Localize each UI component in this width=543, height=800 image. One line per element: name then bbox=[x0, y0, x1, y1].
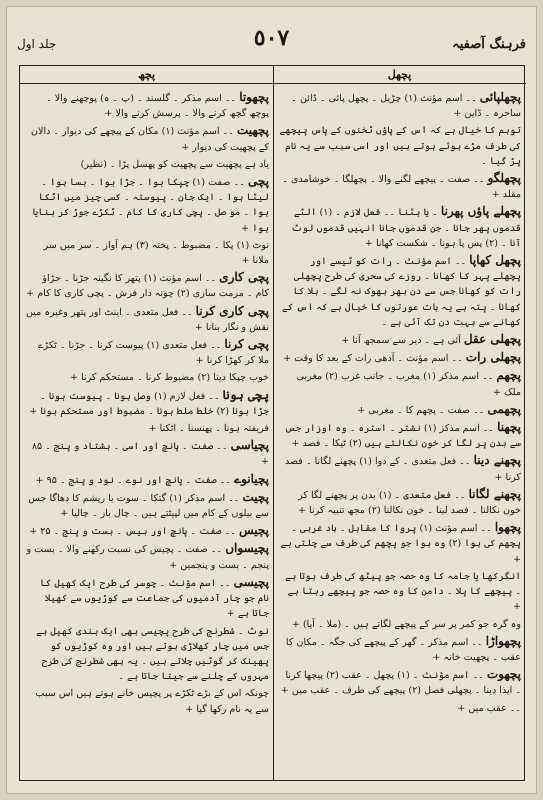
definition-text: ۔۔ اسم مذکر (۱) مغرب ۔ جانب غرب (۲) مغربی ملک + bbox=[296, 371, 521, 398]
headword: پچھیت bbox=[236, 123, 269, 138]
headword: پچھمی bbox=[487, 401, 521, 416]
column-divider bbox=[273, 66, 274, 780]
dictionary-entry bbox=[26, 157, 269, 172]
dictionary-entry bbox=[26, 686, 269, 716]
definition-text: ۔۔ اسم مؤنث ۔ چوسر کی طرح ایک کھیل کا نام جو چار آدمیوں کی جماعت سے کوڑیوں سے کھیلا جاتا ہے + bbox=[40, 577, 269, 620]
headword: پچیاسی bbox=[230, 438, 269, 453]
dictionary-entry bbox=[26, 304, 269, 335]
headword: پچیسی bbox=[233, 574, 269, 589]
definition-text: نوٹ ۔ شطرنج کی طرح پچیسی بھی ایک ہندی کھیل ہے جس میں چار کھلاڑی ہوتے ہیں اور وہ کوڑیوں کو پھینک کر گوٹیں چلاتے ہیں ۔ یہ بھی شطرنج کی طرح مہروں کے چلنے سے جیتا جاتا ہے ۔ bbox=[36, 625, 269, 683]
dictionary-entry bbox=[26, 123, 269, 154]
definition-text: یاد ہے پچھیت سے پچھیت کو پھسل پڑا ۔ (نظیر) bbox=[80, 158, 269, 170]
book-title: فرہنگ آصفیہ bbox=[452, 37, 526, 52]
headword: پچیس bbox=[238, 523, 269, 538]
left-column-heading: پچھ bbox=[20, 66, 273, 84]
headword: پچھلگو bbox=[487, 171, 521, 186]
definition-text: ۔۔ اسم مؤنث ۔ رات کو ٹیسے اور پچھلے پہر کا کھانا ۔ روزے کی سحری کی طرح پچھلی رات کو کھانا جس سے دن بھر بھوک نہ لگے ۔ بلا کا کھانا ۔ پتہ ہے یہ بات عورتوں کا خیال ہے کہ اس کے کھانے سے بہت دن تک آئی ہے ۔ bbox=[282, 256, 521, 328]
dictionary-entry bbox=[279, 667, 521, 698]
right-column bbox=[279, 90, 521, 774]
headword: پچھلے پاؤں پھرنا bbox=[440, 204, 521, 219]
headword: پچی کاری کرنا bbox=[195, 303, 269, 318]
headword: پچھلپائی bbox=[479, 90, 521, 104]
definition-text: ۔۔ فعل متعدی ۔ اینٹ اور پتھر وغیرہ میں نقش و نگار بنانا + bbox=[26, 306, 269, 333]
definition-text: ۔۔ فعل متعدی ۔ کے دوا (۱) پچھنے لگانا ۔ فصد کرنا + bbox=[284, 456, 521, 483]
headword: پچیت bbox=[242, 489, 269, 504]
headword: پچھنے دینا bbox=[473, 453, 521, 468]
dictionary-entry bbox=[279, 569, 521, 615]
dictionary-entry bbox=[279, 520, 521, 567]
headword: پچھلی عقل bbox=[463, 332, 521, 347]
definition-text: ۔۔ صفت ۔ پچیس کی نسبت رکھنے والا ۔ بست و پنجم ۔ بست و پنجمین + bbox=[26, 544, 269, 571]
headword: پچھل کھاپا bbox=[469, 253, 521, 268]
definition-text: ۔۔ صفت ۔ پیچھے لگنے والا ۔ پچھلگا ۔ خوشامدی ۔ مقلد + bbox=[282, 174, 521, 201]
dictionary-entry bbox=[279, 171, 521, 202]
dictionary-entry bbox=[279, 90, 521, 121]
definition-text: چونکہ اس کے بڑے ٹکڑے پر پچیس خانے ہوتے ہیں اس سبب سے یہ نام رکھا گیا + bbox=[35, 688, 269, 715]
headword: پچھواڑا bbox=[485, 633, 521, 648]
page-number: ٥٠٧ bbox=[253, 25, 290, 51]
headword: پچیسواں bbox=[225, 541, 269, 556]
left-column bbox=[26, 90, 269, 774]
dictionary-entry bbox=[26, 472, 269, 488]
definition-text: فریفتہ ہونا ۔ پھنسنا ۔ اٹکنا + bbox=[148, 423, 269, 435]
headword: پچھلی رات bbox=[465, 350, 521, 365]
dictionary-entry bbox=[279, 368, 521, 399]
dictionary-entry bbox=[279, 123, 521, 169]
headword: پچی bbox=[247, 174, 269, 189]
dictionary-entry bbox=[26, 438, 269, 469]
dictionary-entry bbox=[26, 270, 269, 301]
dictionary-entry bbox=[26, 238, 269, 268]
definition-text: ۔۔ صفت ۔ پانچ اور اسی ۔ ہشتاد و پنج ۔ ۸۵ + bbox=[31, 441, 269, 468]
dictionary-entry bbox=[26, 575, 269, 622]
definition-text: ۔۔ صفت ۔ پانچ اور بیس ۔ بست و پنج ۔ ۲۵ + bbox=[29, 526, 236, 538]
dictionary-entry bbox=[279, 420, 521, 451]
definition-text: ۔۔ اسم مؤنث (۱) چڑیل ۔ پچھل پائی ۔ ڈائن ۔ ساحرہ ۔ ڈاین + bbox=[291, 93, 521, 120]
dictionary-entry bbox=[279, 634, 521, 665]
definition-text: ۔۔ فعل لازم (۱) وصل ہونا ۔ پیوست ہونا ۔ جڑا ہونا (۲) خلط ملط ہونا ۔ مضبوط اور مستحکم ہونا + bbox=[29, 390, 269, 417]
right-column-heading: پچھل bbox=[273, 66, 526, 84]
definition-text: توہم کا خیال ہے کہ اس کے پاؤں ٹخنوں کے پاس پیچھے کی طرف مڑے ہوئے ہوتے ہیں اور اسی سبب سے یہ نام پڑ گیا ۔ bbox=[279, 125, 521, 167]
dictionary-entry bbox=[279, 402, 521, 418]
dictionary-entry bbox=[279, 204, 521, 251]
headword: پچھوت bbox=[486, 667, 521, 682]
dictionary-entry bbox=[279, 453, 521, 484]
definition-text: ۔۔ اسم مؤنث (۱) پتھر کا نگینہ جڑنا ۔ جڑاؤ کام ۔ مرمت سازی (۲) چونہ دار فرش ۔ پچی کاری کا کام + bbox=[26, 273, 269, 300]
definition-text: نوٹ (۱) پکا ۔ مضبوط ۔ پختہ (۳) ہم آواز ۔ سر میں سر ملانا + bbox=[43, 239, 269, 267]
dictionary-entry bbox=[279, 487, 521, 518]
dictionary-entry bbox=[26, 90, 269, 121]
definition-text: ۔۔ اسم مذکر (۱) گتکا ۔ سوت یا ریشم کا دھاگا جس سے بیلوں کے کام میں لپیٹتے ہیں ۔ چال باز ۔ چالیا + bbox=[28, 492, 269, 520]
dictionary-entry bbox=[26, 541, 269, 572]
definition-text: ۔۔ صفت ۔ پچھم کا ۔ مغربی + bbox=[357, 404, 485, 416]
headword: پچھوا bbox=[494, 520, 521, 535]
dictionary-entry bbox=[26, 523, 269, 539]
definition-text: ۔۔ فعل متعدی ۔ (۱) بدن پر پچھنے لگا کر خون نکالنا ۔ فصد لینا ۔ خون نکالنا (۲) مجھ تنبیہ کرنا + bbox=[297, 489, 521, 517]
headword: پچھم bbox=[496, 368, 521, 383]
definition-text: ۔۔ صفت (۱) چپکا ہوا ۔ جڑا ہوا ۔ بسا ہوا ۔ لیٹا ہوا ۔ ایک جان ۔ پیوستہ ۔ کسی چیز میں اٹکا ہوا ۔ مو صل ۔ پچی کاری کا کام ۔ ٹکڑے جوڑ کر بنایا ہوا + bbox=[32, 177, 269, 234]
definition-text: ۔۔ اسم مؤنث ۔ آدھی رات کے بعد کا وقت + bbox=[283, 353, 463, 365]
definition-text: ۔۔ اسم مذکر ۔ گھر کے پیچھے کی جگہ ۔ مکان کا عقب ۔ پچھیت خانہ + bbox=[285, 636, 521, 663]
dictionary-entry bbox=[279, 350, 521, 366]
definition-text: انگرکھا یا جامہ کا وہ حصہ جو پیٹھ کی طرف ہوتا ہے ۔ پیچھے کا پلا ۔ دامن کا وہ حصہ جو پیچھے رہتا ہے + bbox=[285, 570, 521, 613]
volume-label: جلد اول bbox=[17, 37, 57, 51]
definition-text: ۔۔ اسم مؤنث (۱) مکان کے پیچھے کی دیوار ۔ دالان کے پچھیت کی دیوار + bbox=[31, 126, 269, 153]
headword: پچی کاری bbox=[219, 270, 269, 285]
headword: پچھنا bbox=[497, 420, 521, 435]
definition-text: ۔۔ عقب میں + bbox=[457, 702, 521, 714]
headword: پچیانوے bbox=[234, 471, 269, 486]
dictionary-entry bbox=[279, 332, 521, 348]
definition-text: ۔۔ اسم مؤنث (۱) پروا کا مقابل ۔ باد غربی ۔ پچھم کی ہوا (۲) وہ ہوا جو پچھم کی طرف سے چلتی ہے + bbox=[280, 523, 521, 565]
definition-text: وہ گرہ جو کمر پر سر کے پیچھے لگاتے ہیں ۔ (ملا ۔ آیا) + bbox=[291, 618, 521, 630]
dictionary-entry bbox=[279, 701, 521, 716]
headword: پچی ہونا bbox=[222, 387, 269, 402]
definition-text: آئی ہے ۔ دیر سے سمجھ آنا + bbox=[341, 335, 461, 347]
dictionary-entry bbox=[26, 388, 269, 419]
two-column-frame bbox=[19, 65, 525, 781]
page-header bbox=[7, 11, 536, 51]
headword: پچھوتا bbox=[239, 90, 269, 104]
dictionary-entry bbox=[26, 370, 269, 385]
headword: پچھنے لگانا bbox=[468, 486, 521, 501]
headword: پچی کرنا bbox=[224, 337, 269, 352]
definition-text: ۔۔ صفت ۔ پانچ اور نوے ۔ نود و پنج ۔ ۹۵ + bbox=[35, 474, 231, 486]
definition-text: ۔ یا ہٹنا ۔۔ فعل لازم ۔ (۱) الٹے قدموں پھر جانا ۔ جن قدموں جانا انہیں قدموں لوٹ آنا ۔ (۲) پس پا ہونا ۔ شکست کھانا + bbox=[291, 207, 521, 249]
definition-text: ۔۔ اسم مؤنث ۔ (۱) پچھل ۔ عقب (۲) پیچھا کرنا ۔ ایذا دینا ۔ پچھلی فصل (۲) پیچھے کی طرف ۔ عقب میں + bbox=[280, 670, 521, 697]
definition-text: خوب چپکا دینا (۲) مضبوط کرنا ۔ مستحکم کرنا + bbox=[69, 372, 269, 384]
dictionary-entry bbox=[26, 421, 269, 436]
definition-text: ۔۔ اسم مذکر ۔ گلسند ۔ (پ ۔ ہ) پوچھنے والا ۔ پوچھ گچھ کرنے والا ۔ پرسش کرنے والا + bbox=[46, 93, 269, 120]
dictionary-entry bbox=[26, 174, 269, 236]
dictionary-entry bbox=[26, 624, 269, 685]
dictionary-entry bbox=[26, 490, 269, 521]
dictionary-page bbox=[6, 6, 537, 794]
dictionary-entry bbox=[26, 337, 269, 368]
dictionary-entry bbox=[279, 617, 521, 632]
definition-text: ۔۔ فعل متعدی (۱) پیوست کرنا ۔ جڑنا ۔ ٹکڑے ملا کر کھڑا کرنا + bbox=[37, 340, 269, 367]
dictionary-entry bbox=[279, 253, 521, 330]
definition-text: ۔۔ اسم مذکر (۱) نشتر ۔ استرہ ۔ وہ اوزار جس سے بدن پر لگا کر خون نکالتے ہیں (۲) ٹیکا ۔ فصد + bbox=[284, 423, 521, 450]
